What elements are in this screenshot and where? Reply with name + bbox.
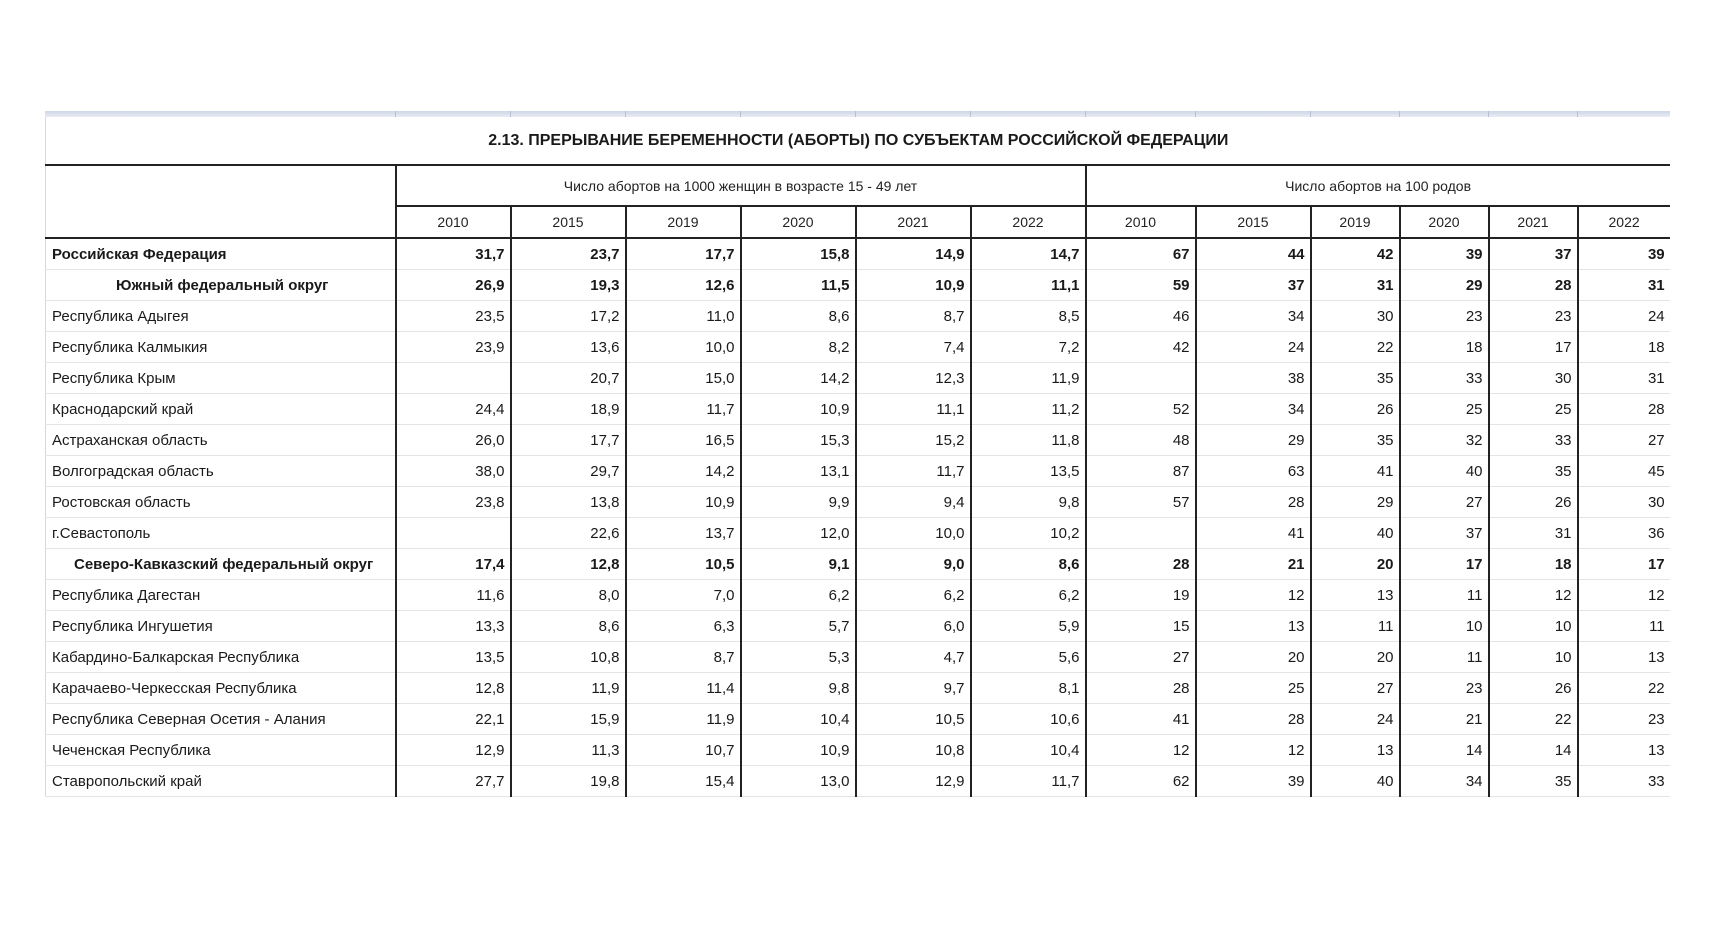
value-cell: 30 bbox=[1311, 301, 1400, 332]
value-cell: 9,9 bbox=[741, 487, 856, 518]
value-cell: 28 bbox=[1578, 394, 1671, 425]
value-cell: 10 bbox=[1489, 642, 1578, 673]
value-cell: 27 bbox=[1578, 425, 1671, 456]
year-header: 2015 bbox=[511, 206, 626, 238]
value-cell: 27,7 bbox=[396, 766, 511, 797]
value-cell: 12 bbox=[1489, 580, 1578, 611]
value-cell: 13 bbox=[1578, 735, 1671, 766]
value-cell: 14,2 bbox=[626, 456, 741, 487]
value-cell: 8,0 bbox=[511, 580, 626, 611]
value-cell: 13,0 bbox=[741, 766, 856, 797]
value-cell: 11,1 bbox=[856, 394, 971, 425]
value-cell: 12,3 bbox=[856, 363, 971, 394]
region-name: Республика Ингушетия bbox=[46, 611, 396, 642]
value-cell: 31 bbox=[1578, 270, 1671, 301]
region-name: Республика Калмыкия bbox=[46, 332, 396, 363]
value-cell: 10,9 bbox=[856, 270, 971, 301]
value-cell: 17 bbox=[1400, 549, 1489, 580]
region-name: Ростовская область bbox=[46, 487, 396, 518]
value-cell: 11 bbox=[1400, 642, 1489, 673]
table-row bbox=[46, 704, 1671, 735]
year-header: 2019 bbox=[626, 206, 741, 238]
table-row bbox=[46, 394, 1671, 425]
value-cell: 7,2 bbox=[971, 332, 1086, 363]
value-cell: 39 bbox=[1400, 238, 1489, 270]
value-cell: 24 bbox=[1578, 301, 1671, 332]
value-cell: 59 bbox=[1086, 270, 1196, 301]
value-cell: 18 bbox=[1400, 332, 1489, 363]
value-cell: 15,0 bbox=[626, 363, 741, 394]
value-cell: 4,7 bbox=[856, 642, 971, 673]
value-cell: 10,5 bbox=[626, 549, 741, 580]
value-cell: 35 bbox=[1311, 425, 1400, 456]
value-cell: 13,7 bbox=[626, 518, 741, 549]
value-cell: 10,0 bbox=[856, 518, 971, 549]
value-cell: 35 bbox=[1489, 766, 1578, 797]
value-cell: 17,7 bbox=[626, 238, 741, 270]
year-header: 2010 bbox=[1086, 206, 1196, 238]
value-cell: 12 bbox=[1196, 735, 1311, 766]
value-cell: 10,8 bbox=[511, 642, 626, 673]
value-cell: 9,7 bbox=[856, 673, 971, 704]
value-cell: 23,7 bbox=[511, 238, 626, 270]
table-row bbox=[46, 549, 1671, 580]
region-name: Республика Адыгея bbox=[46, 301, 396, 332]
value-cell: 28 bbox=[1086, 673, 1196, 704]
value-cell: 33 bbox=[1578, 766, 1671, 797]
value-cell: 15,4 bbox=[626, 766, 741, 797]
value-cell: 17,7 bbox=[511, 425, 626, 456]
abortions-table bbox=[45, 117, 1670, 797]
value-cell: 21 bbox=[1196, 549, 1311, 580]
value-cell: 15,2 bbox=[856, 425, 971, 456]
value-cell: 8,6 bbox=[971, 549, 1086, 580]
value-cell: 17,2 bbox=[511, 301, 626, 332]
value-cell: 26 bbox=[1489, 487, 1578, 518]
value-cell: 19,8 bbox=[511, 766, 626, 797]
value-cell: 6,2 bbox=[971, 580, 1086, 611]
value-cell: 14,7 bbox=[971, 238, 1086, 270]
value-cell: 34 bbox=[1400, 766, 1489, 797]
value-cell: 9,1 bbox=[741, 549, 856, 580]
value-cell: 5,7 bbox=[741, 611, 856, 642]
value-cell bbox=[396, 363, 511, 394]
value-cell: 23,5 bbox=[396, 301, 511, 332]
value-cell: 10,2 bbox=[971, 518, 1086, 549]
value-cell: 40 bbox=[1311, 766, 1400, 797]
table-row bbox=[46, 580, 1671, 611]
value-cell: 7,4 bbox=[856, 332, 971, 363]
value-cell: 9,4 bbox=[856, 487, 971, 518]
value-cell bbox=[1086, 363, 1196, 394]
year-header: 2015 bbox=[1196, 206, 1311, 238]
year-header: 2021 bbox=[1489, 206, 1578, 238]
value-cell: 20 bbox=[1311, 642, 1400, 673]
value-cell: 11,7 bbox=[856, 456, 971, 487]
value-cell: 10 bbox=[1489, 611, 1578, 642]
value-cell: 19,3 bbox=[511, 270, 626, 301]
value-cell: 10,4 bbox=[971, 735, 1086, 766]
value-cell: 23 bbox=[1400, 301, 1489, 332]
value-cell: 22 bbox=[1489, 704, 1578, 735]
value-cell: 10,0 bbox=[626, 332, 741, 363]
value-cell: 30 bbox=[1578, 487, 1671, 518]
value-cell: 63 bbox=[1196, 456, 1311, 487]
value-cell: 26,9 bbox=[396, 270, 511, 301]
value-cell: 23,9 bbox=[396, 332, 511, 363]
value-cell: 39 bbox=[1578, 238, 1671, 270]
table-row bbox=[46, 642, 1671, 673]
value-cell: 14,2 bbox=[741, 363, 856, 394]
table-row bbox=[46, 238, 1671, 270]
value-cell: 87 bbox=[1086, 456, 1196, 487]
value-cell: 11,5 bbox=[741, 270, 856, 301]
value-cell: 7,0 bbox=[626, 580, 741, 611]
table-row bbox=[46, 425, 1671, 456]
value-cell: 10,9 bbox=[741, 394, 856, 425]
value-cell: 12,9 bbox=[856, 766, 971, 797]
table-title: 2.13. ПРЕРЫВАНИЕ БЕРЕМЕННОСТИ (АБОРТЫ) ПО СУБЪЕКТАМ РОССИЙСКОЙ ФЕДЕРАЦИИ bbox=[46, 117, 1671, 165]
value-cell: 10,9 bbox=[741, 735, 856, 766]
value-cell: 13,5 bbox=[971, 456, 1086, 487]
table-row bbox=[46, 518, 1671, 549]
value-cell: 23,8 bbox=[396, 487, 511, 518]
value-cell: 37 bbox=[1489, 238, 1578, 270]
value-cell: 28 bbox=[1086, 549, 1196, 580]
region-name: Ставропольский край bbox=[46, 766, 396, 797]
value-cell: 44 bbox=[1196, 238, 1311, 270]
value-cell: 33 bbox=[1400, 363, 1489, 394]
value-cell: 13,6 bbox=[511, 332, 626, 363]
value-cell: 13,5 bbox=[396, 642, 511, 673]
region-name: Республика Северная Осетия - Алания bbox=[46, 704, 396, 735]
value-cell: 38 bbox=[1196, 363, 1311, 394]
value-cell: 26,0 bbox=[396, 425, 511, 456]
value-cell: 13 bbox=[1311, 735, 1400, 766]
value-cell: 28 bbox=[1196, 704, 1311, 735]
value-cell: 11,9 bbox=[626, 704, 741, 735]
value-cell: 8,2 bbox=[741, 332, 856, 363]
value-cell: 10 bbox=[1400, 611, 1489, 642]
value-cell: 29 bbox=[1400, 270, 1489, 301]
value-cell: 34 bbox=[1196, 301, 1311, 332]
value-cell: 12,8 bbox=[396, 673, 511, 704]
region-name: Астраханская область bbox=[46, 425, 396, 456]
value-cell: 41 bbox=[1311, 456, 1400, 487]
year-header: 2020 bbox=[1400, 206, 1489, 238]
value-cell: 37 bbox=[1196, 270, 1311, 301]
value-cell: 18 bbox=[1489, 549, 1578, 580]
value-cell: 31 bbox=[1311, 270, 1400, 301]
value-cell: 6,0 bbox=[856, 611, 971, 642]
region-name: Республика Крым bbox=[46, 363, 396, 394]
value-cell: 42 bbox=[1311, 238, 1400, 270]
value-cell: 14 bbox=[1489, 735, 1578, 766]
value-cell: 12 bbox=[1578, 580, 1671, 611]
value-cell: 10,9 bbox=[626, 487, 741, 518]
title-row bbox=[46, 117, 1671, 165]
value-cell: 29 bbox=[1311, 487, 1400, 518]
value-cell: 22 bbox=[1578, 673, 1671, 704]
value-cell: 23 bbox=[1400, 673, 1489, 704]
table-row bbox=[46, 611, 1671, 642]
value-cell: 11,2 bbox=[971, 394, 1086, 425]
value-cell: 20,7 bbox=[511, 363, 626, 394]
value-cell: 34 bbox=[1196, 394, 1311, 425]
value-cell: 12,9 bbox=[396, 735, 511, 766]
value-cell: 35 bbox=[1311, 363, 1400, 394]
value-cell: 24,4 bbox=[396, 394, 511, 425]
value-cell: 52 bbox=[1086, 394, 1196, 425]
value-cell: 40 bbox=[1311, 518, 1400, 549]
value-cell: 19 bbox=[1086, 580, 1196, 611]
value-cell: 10,4 bbox=[741, 704, 856, 735]
value-cell: 36 bbox=[1578, 518, 1671, 549]
value-cell: 11,3 bbox=[511, 735, 626, 766]
region-name: г.Севастополь bbox=[46, 518, 396, 549]
value-cell: 30 bbox=[1489, 363, 1578, 394]
value-cell: 13 bbox=[1578, 642, 1671, 673]
region-name: Краснодарский край bbox=[46, 394, 396, 425]
value-cell: 20 bbox=[1311, 549, 1400, 580]
year-header: 2019 bbox=[1311, 206, 1400, 238]
region-name: Кабардино-Балкарская Республика bbox=[46, 642, 396, 673]
value-cell: 11,9 bbox=[971, 363, 1086, 394]
value-cell: 40 bbox=[1400, 456, 1489, 487]
region-name: Карачаево-Черкесская Республика bbox=[46, 673, 396, 704]
value-cell: 27 bbox=[1311, 673, 1400, 704]
value-cell: 29 bbox=[1196, 425, 1311, 456]
value-cell: 11 bbox=[1311, 611, 1400, 642]
value-cell: 9,0 bbox=[856, 549, 971, 580]
value-cell: 18 bbox=[1578, 332, 1671, 363]
region-name: Чеченская Республика bbox=[46, 735, 396, 766]
value-cell: 12,6 bbox=[626, 270, 741, 301]
value-cell: 25 bbox=[1489, 394, 1578, 425]
value-cell: 39 bbox=[1196, 766, 1311, 797]
value-cell: 15 bbox=[1086, 611, 1196, 642]
year-header: 2022 bbox=[1578, 206, 1671, 238]
value-cell: 18,9 bbox=[511, 394, 626, 425]
value-cell: 42 bbox=[1086, 332, 1196, 363]
value-cell: 31 bbox=[1578, 363, 1671, 394]
value-cell: 17,4 bbox=[396, 549, 511, 580]
value-cell: 11 bbox=[1400, 580, 1489, 611]
value-cell: 5,9 bbox=[971, 611, 1086, 642]
table-row bbox=[46, 301, 1671, 332]
table-row bbox=[46, 332, 1671, 363]
value-cell: 8,6 bbox=[741, 301, 856, 332]
table-row bbox=[46, 735, 1671, 766]
value-cell: 26 bbox=[1311, 394, 1400, 425]
value-cell: 11,9 bbox=[511, 673, 626, 704]
value-cell: 11,4 bbox=[626, 673, 741, 704]
group-header-per-100-births: Число абортов на 100 родов bbox=[1086, 165, 1671, 206]
corner-cell bbox=[46, 165, 396, 206]
value-cell: 8,7 bbox=[856, 301, 971, 332]
value-cell: 11 bbox=[1578, 611, 1671, 642]
value-cell: 5,3 bbox=[741, 642, 856, 673]
table-row bbox=[46, 270, 1671, 301]
value-cell: 6,2 bbox=[856, 580, 971, 611]
value-cell: 10,5 bbox=[856, 704, 971, 735]
value-cell: 67 bbox=[1086, 238, 1196, 270]
value-cell: 6,2 bbox=[741, 580, 856, 611]
value-cell: 27 bbox=[1400, 487, 1489, 518]
value-cell: 25 bbox=[1400, 394, 1489, 425]
value-cell: 24 bbox=[1196, 332, 1311, 363]
value-cell: 8,1 bbox=[971, 673, 1086, 704]
region-name: Республика Дагестан bbox=[46, 580, 396, 611]
value-cell: 33 bbox=[1489, 425, 1578, 456]
value-cell: 8,6 bbox=[511, 611, 626, 642]
value-cell: 15,9 bbox=[511, 704, 626, 735]
region-name: Южный федеральный округ bbox=[46, 270, 396, 301]
value-cell: 8,5 bbox=[971, 301, 1086, 332]
value-cell: 46 bbox=[1086, 301, 1196, 332]
value-cell: 38,0 bbox=[396, 456, 511, 487]
value-cell: 11,6 bbox=[396, 580, 511, 611]
value-cell: 22,6 bbox=[511, 518, 626, 549]
table-row bbox=[46, 456, 1671, 487]
value-cell: 10,7 bbox=[626, 735, 741, 766]
value-cell: 12,8 bbox=[511, 549, 626, 580]
value-cell: 6,3 bbox=[626, 611, 741, 642]
region-name: Волгоградская область bbox=[46, 456, 396, 487]
value-cell: 32 bbox=[1400, 425, 1489, 456]
value-cell: 28 bbox=[1196, 487, 1311, 518]
value-cell: 24 bbox=[1311, 704, 1400, 735]
value-cell: 8,7 bbox=[626, 642, 741, 673]
value-cell: 11,7 bbox=[971, 766, 1086, 797]
value-cell: 48 bbox=[1086, 425, 1196, 456]
table-row bbox=[46, 766, 1671, 797]
value-cell: 62 bbox=[1086, 766, 1196, 797]
value-cell: 22 bbox=[1311, 332, 1400, 363]
value-cell: 27 bbox=[1086, 642, 1196, 673]
value-cell: 17 bbox=[1489, 332, 1578, 363]
value-cell: 23 bbox=[1578, 704, 1671, 735]
value-cell: 25 bbox=[1196, 673, 1311, 704]
group-header-row bbox=[46, 165, 1671, 206]
region-name: Российская Федерация bbox=[46, 238, 396, 270]
year-header: 2022 bbox=[971, 206, 1086, 238]
value-cell: 21 bbox=[1400, 704, 1489, 735]
value-cell: 20 bbox=[1196, 642, 1311, 673]
value-cell: 13 bbox=[1196, 611, 1311, 642]
value-cell: 11,8 bbox=[971, 425, 1086, 456]
value-cell: 11,1 bbox=[971, 270, 1086, 301]
value-cell: 16,5 bbox=[626, 425, 741, 456]
value-cell: 15,3 bbox=[741, 425, 856, 456]
table-row bbox=[46, 363, 1671, 394]
table-row bbox=[46, 487, 1671, 518]
value-cell: 10,8 bbox=[856, 735, 971, 766]
value-cell: 35 bbox=[1489, 456, 1578, 487]
value-cell: 28 bbox=[1489, 270, 1578, 301]
value-cell: 9,8 bbox=[741, 673, 856, 704]
value-cell: 13,8 bbox=[511, 487, 626, 518]
value-cell: 22,1 bbox=[396, 704, 511, 735]
value-cell: 41 bbox=[1086, 704, 1196, 735]
value-cell: 12 bbox=[1196, 580, 1311, 611]
year-header: 2020 bbox=[741, 206, 856, 238]
value-cell: 14,9 bbox=[856, 238, 971, 270]
value-cell: 11,7 bbox=[626, 394, 741, 425]
value-cell: 10,6 bbox=[971, 704, 1086, 735]
value-cell: 11,0 bbox=[626, 301, 741, 332]
value-cell: 31 bbox=[1489, 518, 1578, 549]
value-cell: 41 bbox=[1196, 518, 1311, 549]
value-cell: 26 bbox=[1489, 673, 1578, 704]
value-cell bbox=[1086, 518, 1196, 549]
value-cell: 29,7 bbox=[511, 456, 626, 487]
value-cell: 15,8 bbox=[741, 238, 856, 270]
value-cell: 57 bbox=[1086, 487, 1196, 518]
value-cell bbox=[396, 518, 511, 549]
value-cell: 14 bbox=[1400, 735, 1489, 766]
value-cell: 12,0 bbox=[741, 518, 856, 549]
value-cell: 45 bbox=[1578, 456, 1671, 487]
corner-cell-lower bbox=[46, 206, 396, 238]
value-cell: 23 bbox=[1489, 301, 1578, 332]
group-header-per-1000-women: Число абортов на 1000 женщин в возрасте 15 - 49 лет bbox=[396, 165, 1086, 206]
value-cell: 31,7 bbox=[396, 238, 511, 270]
value-cell: 13,3 bbox=[396, 611, 511, 642]
spreadsheet-sheet bbox=[45, 111, 1670, 810]
year-header-row bbox=[46, 206, 1671, 238]
year-header: 2021 bbox=[856, 206, 971, 238]
value-cell: 37 bbox=[1400, 518, 1489, 549]
value-cell: 12 bbox=[1086, 735, 1196, 766]
region-name: Северо-Кавказский федеральный округ bbox=[46, 549, 396, 580]
value-cell: 13 bbox=[1311, 580, 1400, 611]
value-cell: 13,1 bbox=[741, 456, 856, 487]
table-row bbox=[46, 673, 1671, 704]
value-cell: 17 bbox=[1578, 549, 1671, 580]
year-header: 2010 bbox=[396, 206, 511, 238]
value-cell: 9,8 bbox=[971, 487, 1086, 518]
value-cell: 5,6 bbox=[971, 642, 1086, 673]
